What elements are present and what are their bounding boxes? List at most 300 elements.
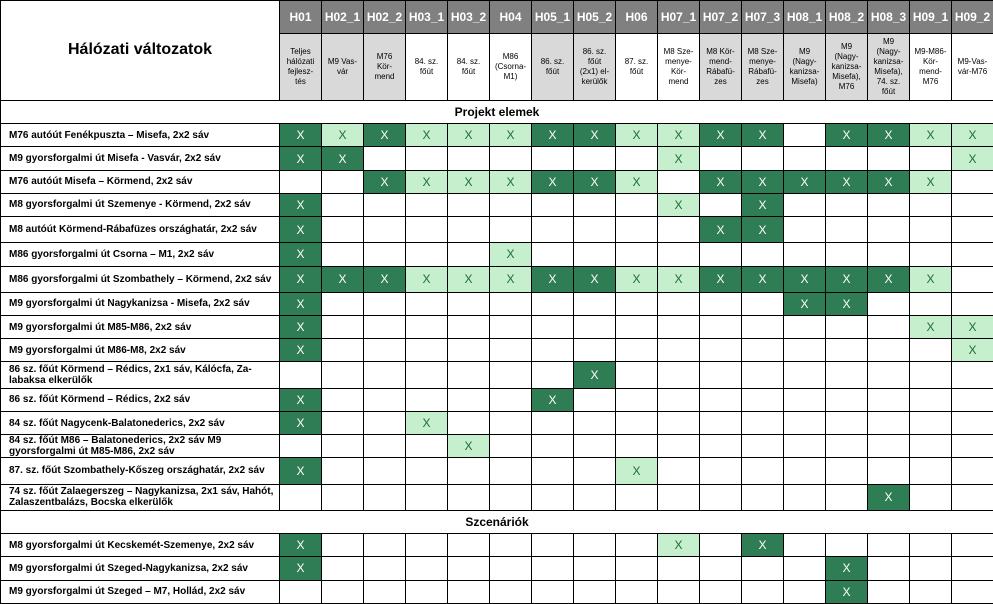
empty-cell (952, 411, 993, 434)
empty-cell (658, 388, 700, 411)
empty-cell (784, 580, 826, 603)
inclusion-mark: X (322, 124, 364, 147)
column-description-line: 87. sz. (624, 57, 649, 67)
inclusion-mark: X (742, 217, 784, 243)
column-description (826, 34, 868, 101)
inclusion-mark: X (406, 411, 448, 434)
column-description-line: (Nagy- (834, 52, 859, 62)
empty-cell (784, 534, 826, 557)
column-description-line: fejlesz- (287, 67, 314, 77)
empty-cell (448, 339, 490, 362)
inclusion-mark: X (322, 147, 364, 170)
column-description-line: tés (295, 77, 306, 87)
inclusion-mark: X (490, 266, 532, 292)
table-row (1, 411, 993, 434)
column-description-line: (Csorna- (494, 62, 527, 72)
column-description (910, 34, 952, 101)
empty-cell (448, 362, 490, 388)
inclusion-mark: X (532, 170, 574, 193)
empty-cell (574, 534, 616, 557)
inclusion-mark: X (826, 292, 868, 315)
empty-cell (574, 243, 616, 266)
empty-cell (910, 411, 952, 434)
empty-cell (952, 292, 993, 315)
empty-cell (280, 435, 322, 458)
empty-cell (322, 458, 364, 484)
empty-cell (364, 193, 406, 216)
inclusion-mark: X (910, 170, 952, 193)
column-description-line: hálózati (286, 57, 315, 67)
inclusion-mark: X (280, 193, 322, 216)
section-row (1, 100, 993, 123)
empty-cell (868, 411, 910, 434)
empty-cell (364, 458, 406, 484)
empty-cell (910, 435, 952, 458)
empty-cell (532, 484, 574, 510)
inclusion-mark: X (574, 266, 616, 292)
inclusion-mark: X (700, 170, 742, 193)
column-description-line: 74. sz. (876, 77, 901, 87)
empty-cell (448, 147, 490, 170)
empty-cell (868, 339, 910, 362)
empty-cell (952, 388, 993, 411)
column-description-line: M9 (840, 42, 853, 52)
empty-cell (616, 243, 658, 266)
empty-cell (322, 484, 364, 510)
inclusion-mark: X (658, 266, 700, 292)
column-description-line: zes (756, 77, 769, 87)
column-description-line: Rábafü- (706, 67, 735, 77)
inclusion-mark: X (868, 484, 910, 510)
inclusion-mark: X (280, 292, 322, 315)
column-description-line: M76 (376, 52, 393, 62)
empty-cell (742, 362, 784, 388)
empty-cell (532, 243, 574, 266)
empty-cell (406, 534, 448, 557)
empty-cell (322, 292, 364, 315)
column-description-line: mend (668, 77, 689, 87)
empty-cell (616, 292, 658, 315)
empty-cell (406, 147, 448, 170)
empty-cell (826, 484, 868, 510)
empty-cell (490, 217, 532, 243)
empty-cell (616, 580, 658, 603)
row-label: M9 gyorsforgalmi út M86-M8, 2x2 sáv (1, 339, 280, 362)
inclusion-mark: X (826, 266, 868, 292)
inclusion-mark: X (742, 266, 784, 292)
empty-cell (574, 580, 616, 603)
empty-cell (700, 388, 742, 411)
column-description (700, 34, 742, 101)
column-description-line: menye- (749, 57, 776, 67)
empty-cell (574, 388, 616, 411)
empty-cell (406, 580, 448, 603)
column-description (532, 34, 574, 101)
inclusion-mark: X (574, 170, 616, 193)
table-row (1, 147, 993, 170)
empty-cell (364, 435, 406, 458)
empty-cell (322, 411, 364, 434)
inclusion-mark: X (448, 266, 490, 292)
table-row (1, 435, 993, 458)
column-description (322, 34, 364, 101)
empty-cell (742, 388, 784, 411)
inclusion-mark: X (364, 266, 406, 292)
inclusion-mark: X (448, 435, 490, 458)
column-code: H09_1 (910, 1, 952, 34)
empty-cell (910, 580, 952, 603)
inclusion-mark: X (532, 266, 574, 292)
empty-cell (658, 292, 700, 315)
column-description-line: M8 Kör- (706, 47, 735, 57)
inclusion-mark: X (700, 124, 742, 147)
column-description-line: M9 Vas- (327, 57, 358, 67)
empty-cell (364, 484, 406, 510)
inclusion-mark: X (532, 388, 574, 411)
inclusion-mark: X (742, 193, 784, 216)
empty-cell (868, 316, 910, 339)
empty-cell (532, 534, 574, 557)
column-code: H08_2 (826, 1, 868, 34)
empty-cell (490, 339, 532, 362)
empty-cell (784, 557, 826, 580)
column-description-line: 86. sz. (582, 47, 607, 57)
empty-cell (742, 411, 784, 434)
empty-cell (658, 458, 700, 484)
empty-cell (406, 435, 448, 458)
empty-cell (574, 217, 616, 243)
empty-cell (322, 243, 364, 266)
column-description-line: Kör- (670, 67, 687, 77)
inclusion-mark: X (910, 316, 952, 339)
column-code: H02_2 (364, 1, 406, 34)
empty-cell (910, 388, 952, 411)
empty-cell (784, 217, 826, 243)
table-row (1, 557, 993, 580)
empty-cell (742, 435, 784, 458)
empty-cell (742, 243, 784, 266)
empty-cell (490, 557, 532, 580)
empty-cell (826, 243, 868, 266)
inclusion-mark: X (280, 534, 322, 557)
column-description-line: M76 (838, 82, 855, 92)
empty-cell (700, 193, 742, 216)
empty-cell (448, 534, 490, 557)
column-description-line: 86. sz. (540, 57, 565, 67)
table-row (1, 339, 993, 362)
empty-cell (364, 217, 406, 243)
empty-cell (490, 411, 532, 434)
empty-cell (826, 534, 868, 557)
row-label: M76 autóút Fenékpuszta – Misefa, 2x2 sáv (1, 124, 280, 147)
empty-cell (490, 435, 532, 458)
empty-cell (784, 458, 826, 484)
empty-cell (952, 435, 993, 458)
empty-cell (784, 243, 826, 266)
empty-cell (574, 193, 616, 216)
column-description-line: M9 (798, 47, 811, 57)
column-description-line: (Nagy- (792, 57, 817, 67)
empty-cell (868, 534, 910, 557)
section-heading: Projekt elemek (1, 100, 993, 123)
empty-cell (700, 580, 742, 603)
empty-cell (616, 193, 658, 216)
empty-cell (364, 534, 406, 557)
inclusion-mark: X (658, 147, 700, 170)
empty-cell (616, 217, 658, 243)
empty-cell (658, 484, 700, 510)
empty-cell (364, 580, 406, 603)
empty-cell (406, 339, 448, 362)
table-title: Hálózati változatok (1, 1, 280, 101)
inclusion-mark: X (364, 170, 406, 193)
empty-cell (490, 534, 532, 557)
empty-cell (280, 580, 322, 603)
column-description-line: M8 Sze- (747, 47, 778, 57)
row-label: M8 autóút Körmend-Rábafüzes országhatár, 2x2 sáv (1, 217, 280, 243)
table-row (1, 316, 993, 339)
empty-cell (448, 316, 490, 339)
inclusion-mark: X (280, 266, 322, 292)
inclusion-mark: X (742, 124, 784, 147)
empty-cell (868, 458, 910, 484)
empty-cell (322, 534, 364, 557)
inclusion-mark: X (910, 124, 952, 147)
empty-cell (868, 292, 910, 315)
empty-cell (868, 580, 910, 603)
column-description (616, 34, 658, 101)
table-row (1, 243, 993, 266)
row-label: M9 gyorsforgalmi út Szeged – M7, Hollád, 2x2 sáv (1, 580, 280, 603)
empty-cell (490, 193, 532, 216)
table-row (1, 458, 993, 484)
section-heading: Szcenáriók (1, 510, 993, 533)
empty-cell (532, 411, 574, 434)
empty-cell (952, 243, 993, 266)
empty-cell (700, 411, 742, 434)
empty-cell (616, 484, 658, 510)
row-label: M76 autóút Misefa – Körmend, 2x2 sáv (1, 170, 280, 193)
inclusion-mark: X (280, 388, 322, 411)
empty-cell (490, 292, 532, 315)
empty-cell (490, 458, 532, 484)
empty-cell (700, 534, 742, 557)
inclusion-mark: X (826, 557, 868, 580)
column-description-line: (Nagy- (876, 47, 901, 57)
inclusion-mark: X (490, 170, 532, 193)
inclusion-mark: X (658, 534, 700, 557)
row-label: 87. sz. főút Szombathely-Kőszeg országhatár, 2x2 sáv (1, 458, 280, 484)
row-label: 86 sz. főút Körmend – Rédics, 2x1 sáv, Kálócfa, Za-labaksa elkerülők (1, 362, 280, 388)
empty-cell (784, 339, 826, 362)
column-description-line: mend (374, 72, 395, 82)
inclusion-mark: X (280, 339, 322, 362)
table-row (1, 292, 993, 315)
column-description-line: vár-M76 (957, 67, 988, 77)
empty-cell (910, 147, 952, 170)
empty-cell (868, 435, 910, 458)
empty-cell (700, 316, 742, 339)
empty-cell (532, 147, 574, 170)
inclusion-mark: X (910, 266, 952, 292)
empty-cell (364, 411, 406, 434)
empty-cell (532, 580, 574, 603)
empty-cell (700, 339, 742, 362)
table-row (1, 580, 993, 603)
empty-cell (322, 435, 364, 458)
empty-cell (910, 243, 952, 266)
column-description (364, 34, 406, 101)
empty-cell (322, 557, 364, 580)
column-description-line: M9 (882, 37, 895, 47)
column-description-line: főút (629, 67, 644, 77)
inclusion-mark: X (406, 266, 448, 292)
column-code: H02_1 (322, 1, 364, 34)
empty-cell (532, 292, 574, 315)
column-description-line: mend- (709, 57, 732, 67)
table-row (1, 193, 993, 216)
column-description (952, 34, 993, 101)
empty-cell (490, 362, 532, 388)
column-description (658, 34, 700, 101)
inclusion-mark: X (448, 124, 490, 147)
inclusion-mark: X (826, 124, 868, 147)
empty-cell (280, 362, 322, 388)
column-description-line: Misefa) (791, 77, 818, 87)
column-description-line: Rábafü- (748, 67, 777, 77)
column-description-line: M8 Sze- (663, 47, 694, 57)
inclusion-mark: X (490, 243, 532, 266)
empty-cell (490, 316, 532, 339)
empty-cell (364, 292, 406, 315)
empty-cell (448, 217, 490, 243)
empty-cell (322, 217, 364, 243)
column-description-line: kanizsa- (873, 57, 904, 67)
column-description-line: vár (336, 67, 349, 77)
empty-cell (364, 316, 406, 339)
empty-cell (952, 170, 993, 193)
empty-cell (532, 557, 574, 580)
empty-cell (322, 316, 364, 339)
empty-cell (616, 316, 658, 339)
column-description-line: főút (419, 67, 434, 77)
empty-cell (868, 217, 910, 243)
empty-cell (574, 557, 616, 580)
empty-cell (406, 484, 448, 510)
column-description-line: M9-M86- (914, 47, 947, 57)
empty-cell (910, 458, 952, 484)
empty-cell (658, 339, 700, 362)
empty-cell (952, 458, 993, 484)
empty-cell (490, 147, 532, 170)
empty-cell (658, 170, 700, 193)
empty-cell (784, 484, 826, 510)
empty-cell (532, 316, 574, 339)
empty-cell (658, 435, 700, 458)
row-label: M8 gyorsforgalmi út Szemenye - Körmend, 2x2 sáv (1, 193, 280, 216)
empty-cell (742, 557, 784, 580)
row-label: 74 sz. főút Zalaegerszeg – Nagykanizsa, 2x1 sáv, Hahót, Zalaszentbalázs, Bocska elkerülők (1, 484, 280, 510)
column-description-line: Teljes (290, 47, 311, 57)
empty-cell (784, 411, 826, 434)
empty-cell (322, 193, 364, 216)
column-description-line: menye- (665, 57, 692, 67)
empty-cell (448, 193, 490, 216)
empty-cell (532, 193, 574, 216)
empty-cell (784, 147, 826, 170)
empty-cell (490, 388, 532, 411)
empty-cell (448, 411, 490, 434)
empty-cell (658, 243, 700, 266)
empty-cell (448, 458, 490, 484)
empty-cell (826, 217, 868, 243)
empty-cell (406, 217, 448, 243)
column-code: H08_3 (868, 1, 910, 34)
empty-cell (532, 362, 574, 388)
empty-cell (784, 193, 826, 216)
empty-cell (826, 411, 868, 434)
column-description-line: Misefa), (832, 72, 861, 82)
empty-cell (448, 388, 490, 411)
empty-cell (364, 339, 406, 362)
empty-cell (952, 557, 993, 580)
inclusion-mark: X (658, 124, 700, 147)
column-code: H07_1 (658, 1, 700, 34)
column-description-line: zes (714, 77, 727, 87)
empty-cell (364, 388, 406, 411)
inclusion-mark: X (280, 217, 322, 243)
inclusion-mark: X (700, 217, 742, 243)
column-description-line: kanizsa- (831, 62, 862, 72)
empty-cell (532, 458, 574, 484)
empty-cell (574, 316, 616, 339)
empty-cell (448, 292, 490, 315)
empty-cell (532, 217, 574, 243)
inclusion-mark: X (784, 266, 826, 292)
table-row (1, 484, 993, 510)
empty-cell (658, 362, 700, 388)
column-code: H07_2 (700, 1, 742, 34)
empty-cell (826, 458, 868, 484)
empty-cell (910, 339, 952, 362)
inclusion-mark: X (952, 124, 993, 147)
column-description (784, 34, 826, 101)
inclusion-mark: X (322, 266, 364, 292)
empty-cell (532, 339, 574, 362)
empty-cell (826, 147, 868, 170)
empty-cell (784, 388, 826, 411)
empty-cell (322, 362, 364, 388)
empty-cell (448, 580, 490, 603)
column-description-line: M9-Vas- (957, 57, 988, 67)
inclusion-mark: X (658, 193, 700, 216)
empty-cell (658, 557, 700, 580)
empty-cell (364, 147, 406, 170)
inclusion-mark: X (868, 266, 910, 292)
empty-cell (448, 557, 490, 580)
empty-cell (448, 243, 490, 266)
empty-cell (574, 411, 616, 434)
empty-cell (700, 362, 742, 388)
empty-cell (658, 316, 700, 339)
column-code: H06 (616, 1, 658, 34)
empty-cell (868, 388, 910, 411)
empty-cell (826, 193, 868, 216)
empty-cell (658, 580, 700, 603)
column-description (490, 34, 532, 101)
empty-cell (910, 292, 952, 315)
inclusion-mark: X (280, 458, 322, 484)
